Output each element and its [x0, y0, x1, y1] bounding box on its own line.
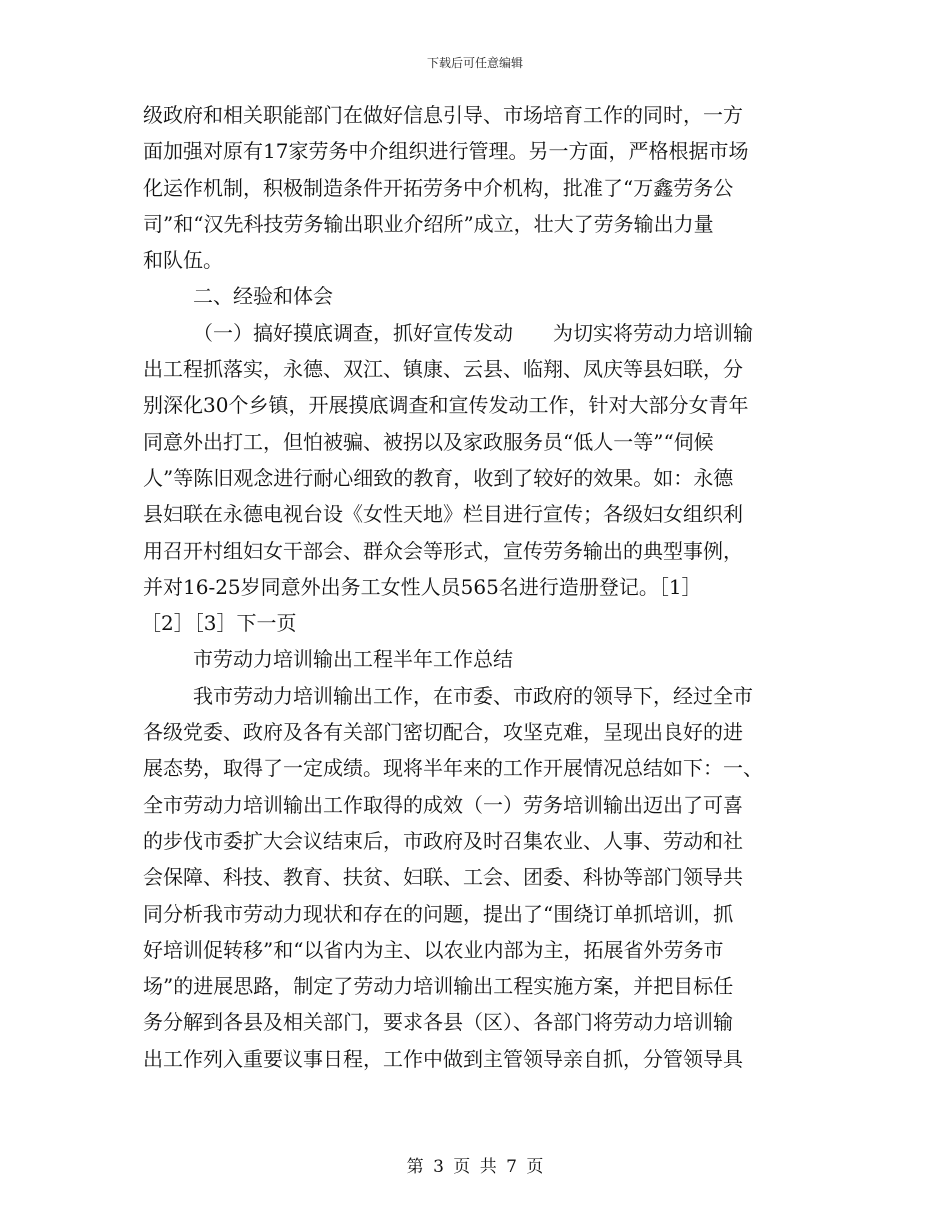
text-line: 各级党委、政府及各有关部门密切配合，攻坚克难，呈现出良好的进 [143, 720, 743, 745]
text-line: 级政府和相关职能部门在做好信息引导、市场培育工作的同时，一方 [143, 103, 743, 127]
text-line: 全市劳动力培训输出工作取得的成效（一）劳务培训输出迈出了可喜 [143, 792, 743, 817]
text-line: 同意外出打工，但怕被骗、被拐以及家政服务员“低人一等”“伺候 [143, 429, 714, 454]
text-line: 同分析我市劳动力现状和存在的问题，提出了“围绕订单抓培训，抓 [143, 901, 734, 926]
text-line: 好培训促转移”和“以省内为主、以农业内部为主，拓展省外劳务市 [143, 937, 724, 962]
text-line: 和队伍。 [143, 248, 223, 273]
text-line: 务分解到各县及相关部门，要求各县（区）、各部门将劳动力培训输 [143, 1010, 733, 1035]
text-line: 并对16-25岁同意外出务工女性人员565名进行造册登记。［1］ [143, 574, 702, 599]
text-line: 县妇联在永德电视台设《女性天地》栏目进行宣传；各级妇女组织利 [143, 502, 743, 527]
text-line: 的步伐市委扩大会议结束后，市政府及时召集农业、人事、劳动和社 [143, 828, 743, 853]
text-line: 展态势，取得了一定成绩。现将半年来的工作开展情况总结如下：一、 [143, 756, 763, 781]
text-line: 出工程抓落实，永德、双江、镇康、云县、临翔、凤庆等县妇联，分 [143, 357, 743, 382]
page-footer: 第 3 页 共 7 页 [406, 1157, 544, 1177]
text-line: 人”等陈旧观念进行耐心细致的教育，收到了较好的效果。如：永德 [143, 465, 734, 490]
page-header: 下载后可任意编辑 [426, 56, 523, 70]
text-line: ［2］［3］下一页 [141, 611, 297, 636]
text-line: （一）搞好摸底调查，抓好宣传发动 为切实将劳动力培训输 [193, 320, 753, 345]
text-line: 化运作机制，积极制造条件开拓劳务中介机构，批准了“万鑫劳务公 [143, 175, 734, 200]
text-line: 面加强对原有17家劳务中介组织进行管理。另一方面，严格根据市场 [143, 139, 749, 164]
text-line: 场”的进展思路，制定了劳动力培训输出工程实施方案，并把目标任 [143, 974, 734, 999]
text-line: 我市劳动力培训输出工作，在市委、市政府的领导下，经过全市 [193, 683, 753, 708]
text-line: 会保障、科技、教育、扶贫、妇联、工会、团委、科协等部门领导共 [143, 865, 743, 890]
document-body [143, 97, 823, 1077]
text-line: 二、经验和体会 [193, 284, 333, 309]
text-line: 用召开村组妇女干部会、群众会等形式，宣传劳务输出的典型事例， [143, 538, 743, 563]
text-line: 司”和“汉先科技劳务输出职业介绍所”成立，壮大了劳务输出力量 [143, 211, 714, 236]
text-line: 市劳动力培训输出工程半年工作总结 [193, 647, 513, 672]
text-line: 别深化30个乡镇，开展摸底调查和宣传发动工作，针对大部分女青年 [143, 393, 749, 418]
text-line: 出工作列入重要议事日程，工作中做到主管领导亲自抓，分管领导具 [143, 1046, 743, 1071]
